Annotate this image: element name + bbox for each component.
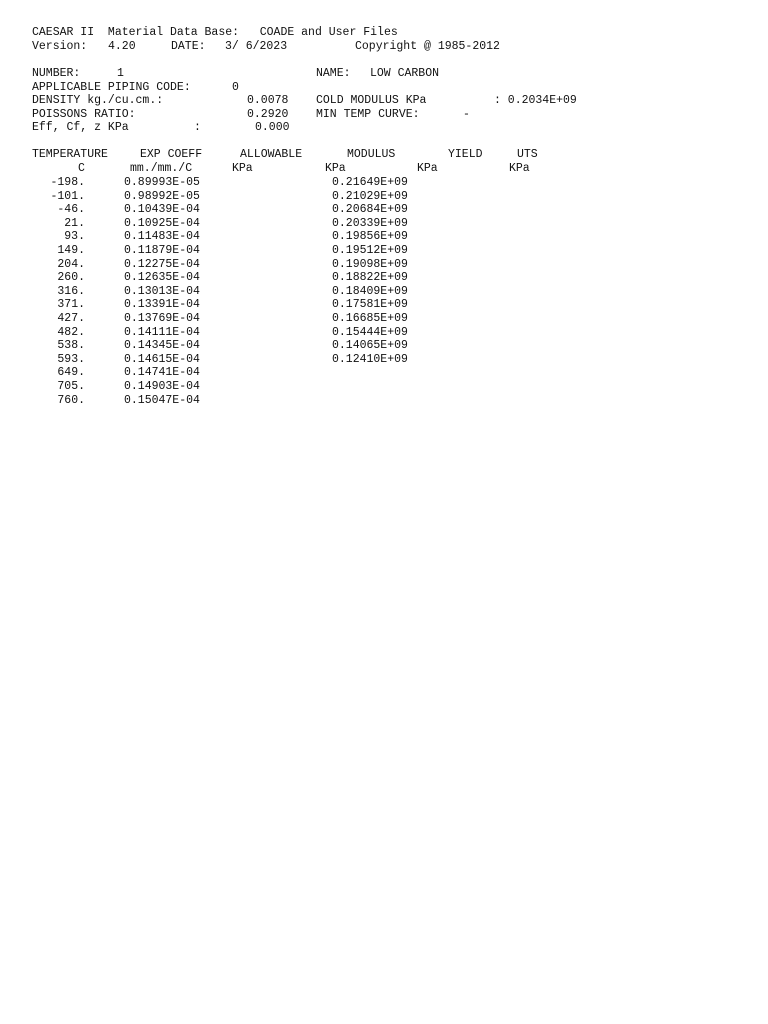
number-value: 1 bbox=[117, 67, 124, 80]
row-temperature: 760. bbox=[57, 393, 85, 407]
poissons-value: 0.2920 bbox=[247, 108, 289, 121]
row-temperature: 21. bbox=[64, 216, 85, 230]
col-header-temperature: TEMPERATURE bbox=[32, 148, 108, 161]
name-label: NAME: bbox=[316, 67, 351, 80]
row-modulus: 0.20339E+09 bbox=[332, 216, 408, 230]
row-modulus: 0.14065E+09 bbox=[332, 339, 408, 353]
row-temperature: 260. bbox=[57, 271, 85, 285]
row-exp-coeff: 0.13013E-04 bbox=[124, 284, 200, 298]
row-modulus: 0.21649E+09 bbox=[332, 176, 408, 189]
cold-modulus-label: COLD MODULUS KPa bbox=[316, 94, 427, 107]
row-temperature: -101. bbox=[50, 189, 85, 203]
row-exp-coeff: 0.14741E-04 bbox=[124, 366, 200, 380]
row-modulus: 0.18409E+09 bbox=[332, 284, 408, 298]
name-value: LOW CARBON bbox=[370, 67, 440, 80]
cold-modulus-value: : 0.2034E+09 bbox=[494, 94, 577, 107]
row-modulus: 0.19098E+09 bbox=[332, 257, 408, 271]
row-exp-coeff: 0.14903E-04 bbox=[124, 380, 200, 393]
eff-colon: : bbox=[194, 121, 201, 134]
date-value: 3/ 6/2023 bbox=[225, 40, 288, 53]
min-temp-label: MIN TEMP CURVE: bbox=[316, 108, 420, 121]
row-exp-coeff: 0.98992E-05 bbox=[124, 189, 200, 203]
row-modulus: 0.18822E+09 bbox=[332, 271, 408, 285]
col-header-exp-coeff: EXP COEFF bbox=[140, 148, 203, 161]
row-modulus: 0.20684E+09 bbox=[332, 203, 408, 217]
row-temperature: 427. bbox=[57, 312, 85, 325]
row-exp-coeff: 0.12635E-04 bbox=[124, 271, 200, 285]
row-exp-coeff: 0.13769E-04 bbox=[124, 312, 200, 325]
row-exp-coeff: 0.89993E-05 bbox=[124, 176, 200, 189]
row-temperature: 482. bbox=[57, 325, 85, 339]
row-modulus: 0.17581E+09 bbox=[332, 298, 408, 312]
row-temperature: 371. bbox=[57, 298, 85, 312]
row-modulus: 0.19512E+09 bbox=[332, 244, 408, 257]
unit-temperature: C bbox=[78, 162, 85, 175]
row-exp-coeff: 0.10439E-04 bbox=[124, 203, 200, 217]
row-temperature: 204. bbox=[57, 257, 85, 271]
col-header-modulus: MODULUS bbox=[347, 148, 396, 161]
row-temperature: 649. bbox=[57, 366, 85, 380]
row-exp-coeff: 0.11483E-04 bbox=[124, 230, 200, 244]
col-header-allowable: ALLOWABLE bbox=[240, 148, 303, 161]
row-exp-coeff: 0.14345E-04 bbox=[124, 339, 200, 353]
row-exp-coeff: 0.14615E-04 bbox=[124, 352, 200, 366]
row-modulus: 0.12410E+09 bbox=[332, 352, 408, 366]
row-temperature: -46. bbox=[57, 203, 85, 217]
density-label: DENSITY kg./cu.cm.: bbox=[32, 94, 164, 107]
eff-value: 0.000 bbox=[255, 121, 290, 134]
col-header-uts: UTS bbox=[517, 148, 538, 161]
row-exp-coeff: 0.15047E-04 bbox=[124, 393, 200, 407]
version-value: 4.20 bbox=[108, 40, 136, 53]
piping-code-label: APPLICABLE PIPING CODE: bbox=[32, 81, 191, 94]
row-temperature: 149. bbox=[57, 244, 85, 257]
unit-uts: KPa bbox=[509, 162, 530, 175]
row-modulus: 0.16685E+09 bbox=[332, 312, 408, 325]
number-label: NUMBER: bbox=[32, 67, 81, 80]
poissons-label: POISSONS RATIO: bbox=[32, 108, 136, 121]
row-temperature: 316. bbox=[57, 284, 85, 298]
row-modulus: 0.19856E+09 bbox=[332, 230, 408, 244]
unit-yield: KPa bbox=[417, 162, 438, 175]
min-temp-value: - bbox=[463, 108, 470, 121]
row-temperature: 538. bbox=[57, 339, 85, 353]
date-label: DATE: bbox=[171, 40, 206, 53]
row-exp-coeff: 0.13391E-04 bbox=[124, 298, 200, 312]
row-exp-coeff: 0.12275E-04 bbox=[124, 257, 200, 271]
row-temperature: 93. bbox=[64, 230, 85, 244]
unit-allowable: KPa bbox=[232, 162, 253, 175]
row-modulus: 0.15444E+09 bbox=[332, 325, 408, 339]
unit-modulus: KPa bbox=[325, 162, 346, 175]
row-modulus: 0.21029E+09 bbox=[332, 189, 408, 203]
row-temperature: 705. bbox=[57, 380, 85, 393]
col-header-yield: YIELD bbox=[448, 148, 483, 161]
app-title-line: CAESAR II Material Data Base: COADE and User Files bbox=[32, 26, 398, 39]
row-temperature: 593. bbox=[57, 352, 85, 366]
copyright-text: Copyright @ 1985-2012 bbox=[355, 40, 500, 53]
piping-code-value: 0 bbox=[232, 81, 239, 94]
version-label: Version: bbox=[32, 40, 88, 53]
row-exp-coeff: 0.11879E-04 bbox=[124, 244, 200, 257]
row-exp-coeff: 0.14111E-04 bbox=[124, 325, 200, 339]
row-exp-coeff: 0.10925E-04 bbox=[124, 216, 200, 230]
row-temperature: -198. bbox=[50, 176, 85, 189]
eff-label: Eff, Cf, z KPa bbox=[32, 121, 129, 134]
unit-exp-coeff: mm./mm./C bbox=[130, 162, 193, 175]
density-value: 0.0078 bbox=[247, 94, 289, 107]
